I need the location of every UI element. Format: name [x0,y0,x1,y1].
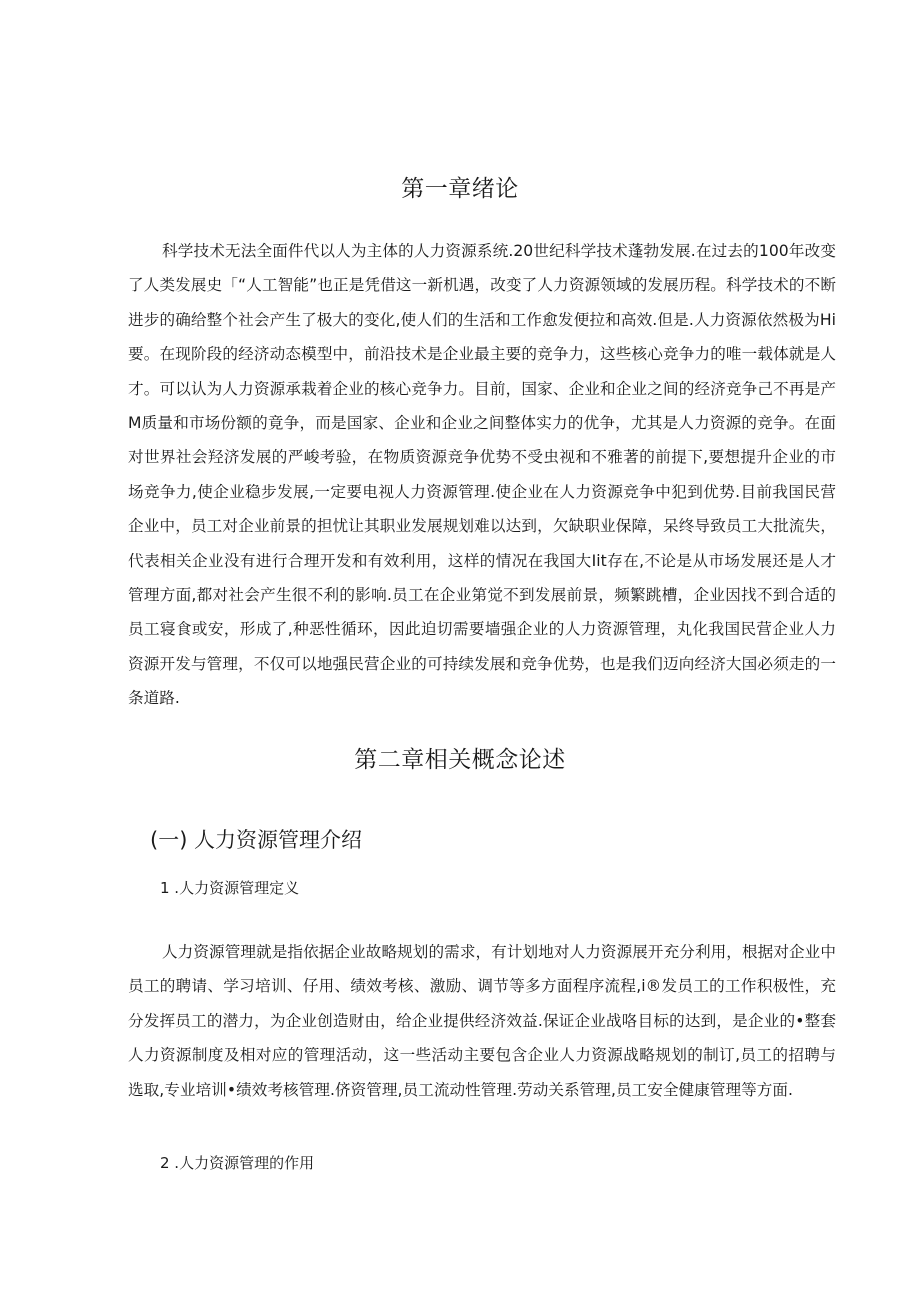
chapter-1-title: 第一章绪论 [401,176,519,202]
subsection-2-title: 2 .人力资源管理的作用 [160,1154,315,1172]
section-1-title: (一) 人力资源管理介绍 [150,828,363,852]
subsection-1-title: 1 .人力资源管理定义 [160,879,300,897]
chapter-1-paragraph: 科学技术无法全面件代以人为主体的人力资源系统.20世纪科学技术蓬勃发展.在过去的100年改变了人类发展史「“人工智能”也正是凭借这一新机遇，改变了人力资源领域的发展历程。科学技术的不断进步的确给整个社会产生了极大的变化,使人们的生活和工作愈发便拉和高效.但是.人力资源依然极为Hi要。在现阶段的经济动态模型中，前沿技术是企业最主要的竞争力，这些核心竞争力的唯一载体就是人才。可以认为人力资源承栽着企业的核心竞争力。目前，国家、企业和企业之间的经济竞争己不再是产M质量和市场份额的竟争，而是国家、企业和企业之间整体实力的优争，尤其是人力资源的竞争。在面对世界社会羟济发展的严峻考验，在物质资源竞争优势不受虫视和不雅著的前提下,要想提升企业的市场竞争力,使企业稳步发展,一定要电视人力资源管理.使企业在人力资源竞争中犯到优势.目前我国民营企业中，员工对企业前景的担忧让其职业发展规划难以达到，欠缺职业保障，呆终导致员工大批流失，代表相关企业没有进行合理开发和有效利用，这样的情况在我国大Iit存在,不论是从市场发展还是人才管理方面,都对社会产生很不利的影响.员工在企业第觉不到发展前景，频繁跳槽，企业因找不到合适的员工寝食或安，形成了,种恶性循环，因此迫切需要墙强企业的人力资源管理，丸化我国民营企业人力资源开发与管理，不仅可以地强民营企业的可持续发展和竞争优势，也是我们迈向经济大国必须走的一条道路. [128,242,836,708]
subsection-1-paragraph: 人力资源管理就是指依据企业故略规划的需求，有计划地对人力资源展开充分利用，根据对企业中员工的聘请、学习培训、仔用、绩效考核、激励、调节等多方面程序流程,i®发员工的工作积极性，充分发挥员工的潜力，为企业创造财由，给企业提供经济效益.保证企业战咯目标的达到，是企业的•整套人力资源制度及相对应的管理活动，这一些活动主要包含企业人力资源战略规划的制订,员工的招聘与选取,专业培训•绩效考核管理.侪资管理,员工流动性管理.劳动关系管理,员工安全健康管理等方面. [128,943,836,1099]
chapter-2-title: 第二章相关概念论述 [354,747,566,773]
